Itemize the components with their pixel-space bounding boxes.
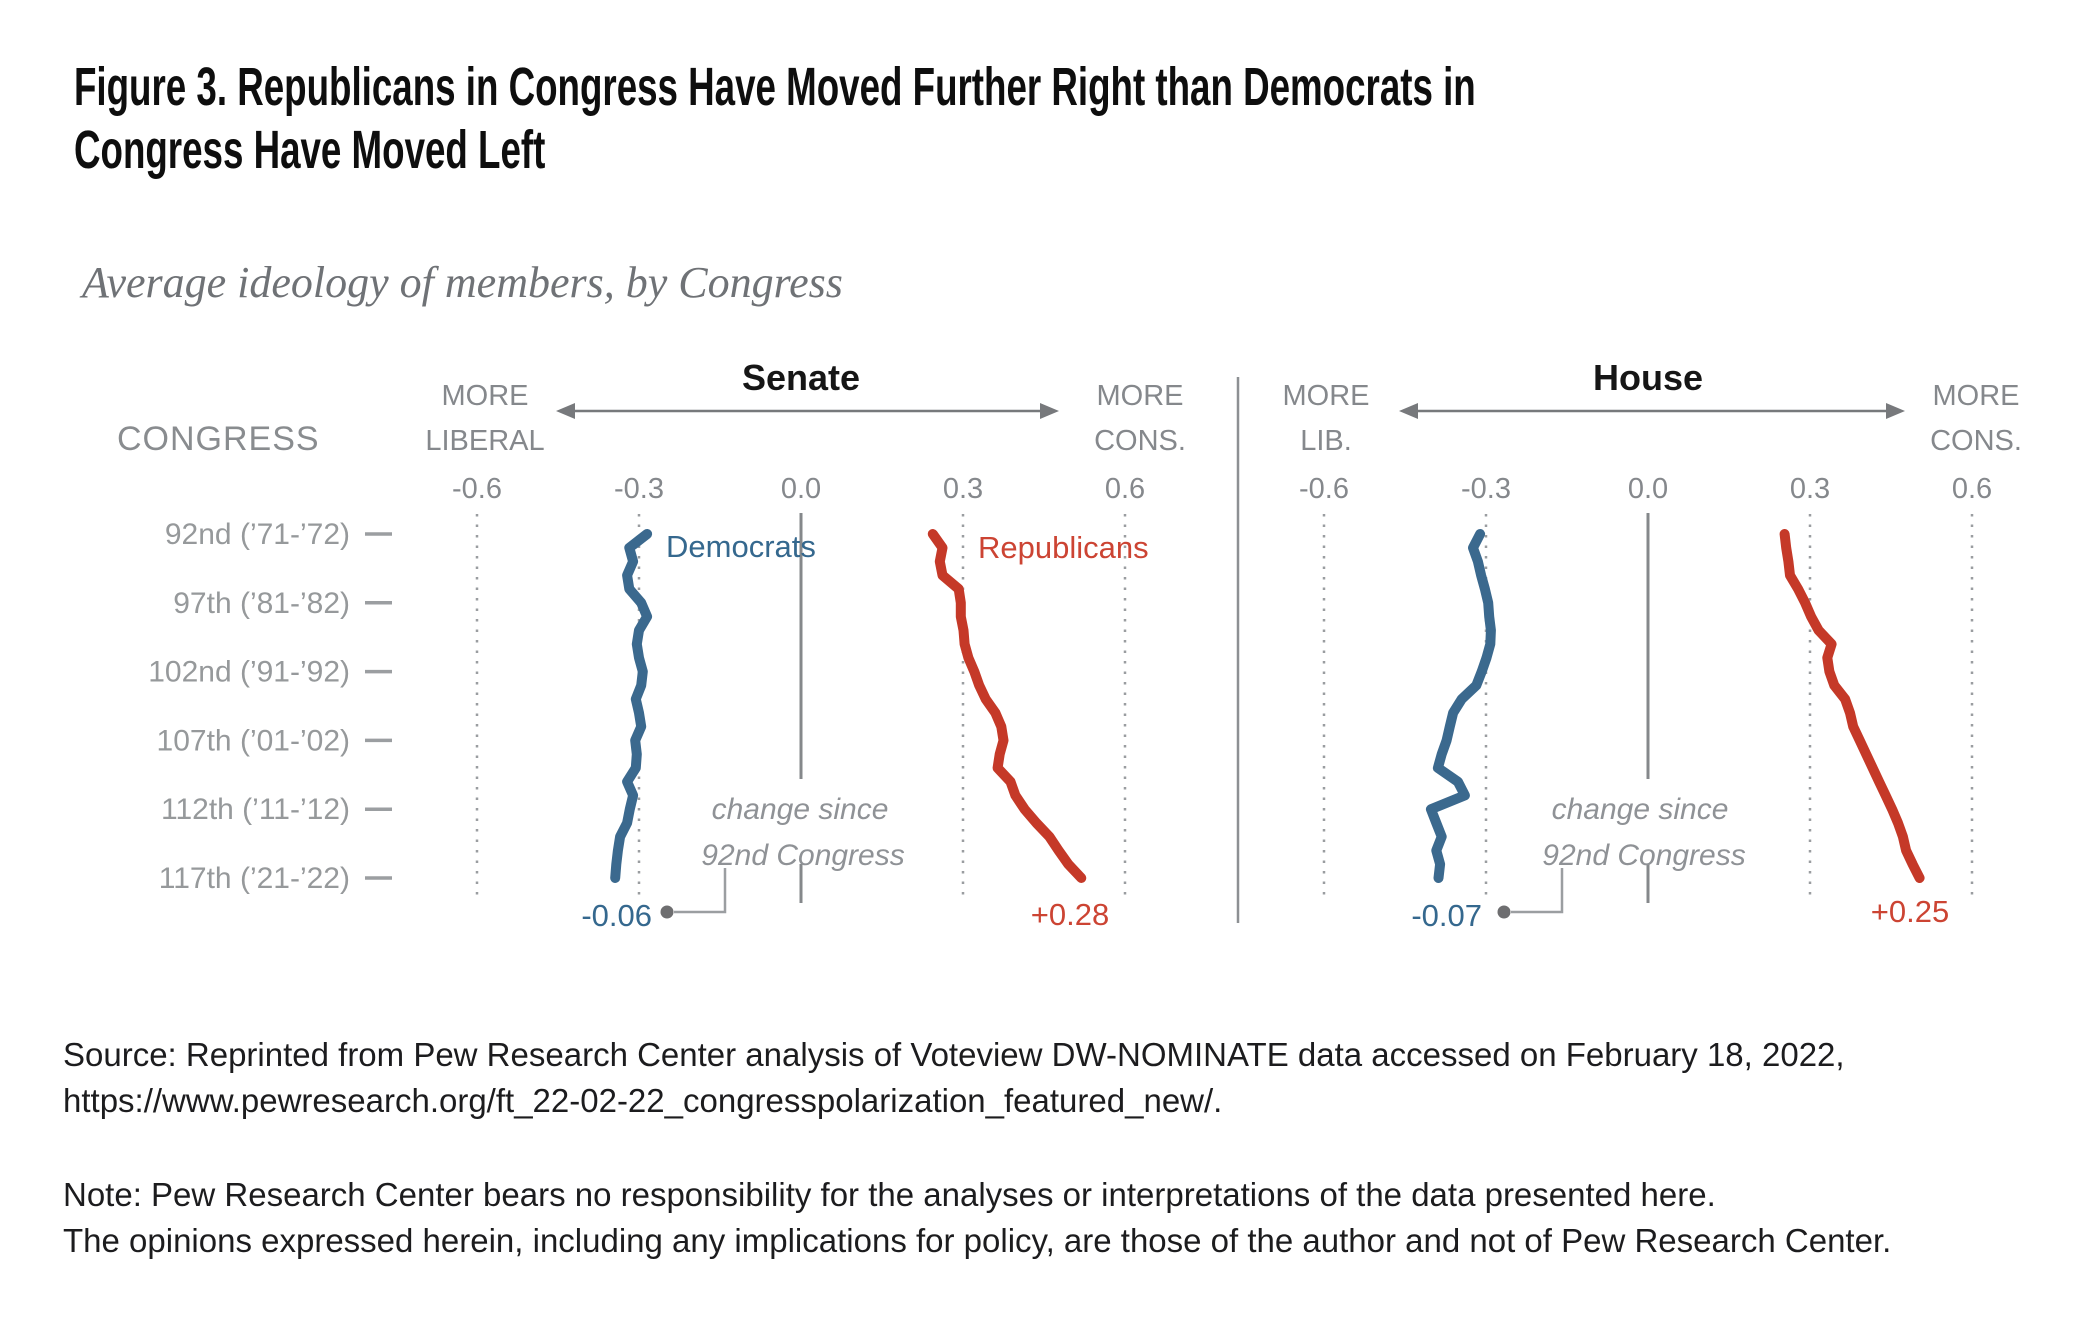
house-panel-title: House: [1592, 357, 1704, 398]
congress-row-label: 97th (’81-’82): [173, 586, 350, 620]
democrats-line-house: [1431, 534, 1491, 878]
source-text: [63, 1032, 1845, 1124]
house-change-since-line2: 92nd Congress: [1542, 839, 1746, 872]
democrats-series-label: Democrats: [666, 529, 816, 564]
congress-row-label: 112th (’11-’12): [161, 793, 350, 827]
house-rep-change-value: +0.25: [1870, 894, 1950, 929]
senate-more-cons-label-line2: CONS.: [1094, 425, 1186, 457]
house-axis-arrow: [1399, 403, 1905, 419]
senate-change-since-line2: 92nd Congress: [701, 839, 905, 872]
congress-row-label: 117th (’21-’22): [158, 862, 350, 895]
note-text-line2: The opinions expressed herein, including any implications for policy, are those of the author and not of Pew Research Center.: [63, 1222, 1892, 1259]
house-change-since-line1: change since: [1551, 793, 1729, 826]
republicans-series-label: Republicans: [978, 530, 1149, 565]
senate-panel-title: Senate: [741, 357, 861, 398]
house-more-cons-label-line2: CONS.: [1930, 425, 2022, 457]
house-x-tick-label: 0.3: [1789, 473, 1831, 505]
senate-more-liberal-label-line2: LIBERAL: [425, 425, 545, 457]
senate-x-tick-label: 0.6: [1104, 473, 1146, 505]
senate-callout: [661, 868, 726, 919]
republicans-line-senate: [933, 534, 1082, 878]
senate-x-tick-label: -0.6: [452, 473, 502, 505]
chart-subtitle: Average ideology of members, by Congress: [82, 258, 843, 307]
republicans-line-house: [1785, 534, 1920, 878]
congress-row-label: 107th (’01-’02): [156, 724, 350, 758]
senate-dem-change-value: -0.06: [581, 898, 652, 933]
house-x-tick-label: 0.0: [1627, 473, 1669, 505]
congress-column-header: CONGRESS: [117, 420, 320, 458]
figure-title-line1: Figure 3. Republicans in Congress Have Moved Further Right than Democrats in: [74, 57, 1476, 117]
house-more-cons-label-line1: MORE: [1932, 380, 2020, 412]
house-callout: [1498, 868, 1563, 919]
house-x-tick-label: -0.6: [1299, 473, 1349, 505]
house-x-tick-label: -0.3: [1461, 473, 1511, 505]
source-text-line1: Source: Reprinted from Pew Research Center analysis of Voteview DW-NOMINATE data accessed on February 18, 2022,: [63, 1036, 1845, 1073]
figure-title-line2: Congress Have Moved Left: [74, 120, 546, 180]
source-text-line2: https://www.pewresearch.org/ft_22-02-22_congresspolarization_featured_new/.: [63, 1082, 1223, 1119]
senate-more-cons-label-line1: MORE: [1096, 380, 1184, 412]
note-text: [63, 1172, 1891, 1264]
senate-x-tick-label: -0.3: [614, 473, 664, 505]
house-x-tick-label: 0.6: [1951, 473, 1993, 505]
house-more-lib-label-line2: LIB.: [1300, 425, 1352, 457]
senate-axis-arrow: [556, 403, 1059, 419]
senate-x-tick-label: 0.3: [942, 473, 984, 505]
senate-rep-change-value: +0.28: [1030, 897, 1110, 932]
note-text-line1: Note: Pew Research Center bears no responsibility for the analyses or interpretations of the data presented here.: [63, 1176, 1716, 1213]
congress-row-label: 102nd (’91-’92): [148, 655, 350, 689]
democrats-line-senate: [615, 534, 647, 878]
senate-x-tick-label: 0.0: [780, 473, 822, 505]
senate-more-liberal-label-line1: MORE: [441, 380, 529, 412]
house-more-lib-label-line1: MORE: [1282, 380, 1370, 412]
senate-change-since-line1: change since: [711, 793, 889, 826]
house-dem-change-value: -0.07: [1411, 898, 1482, 933]
congress-row-label: 92nd (’71-’72): [164, 518, 350, 551]
